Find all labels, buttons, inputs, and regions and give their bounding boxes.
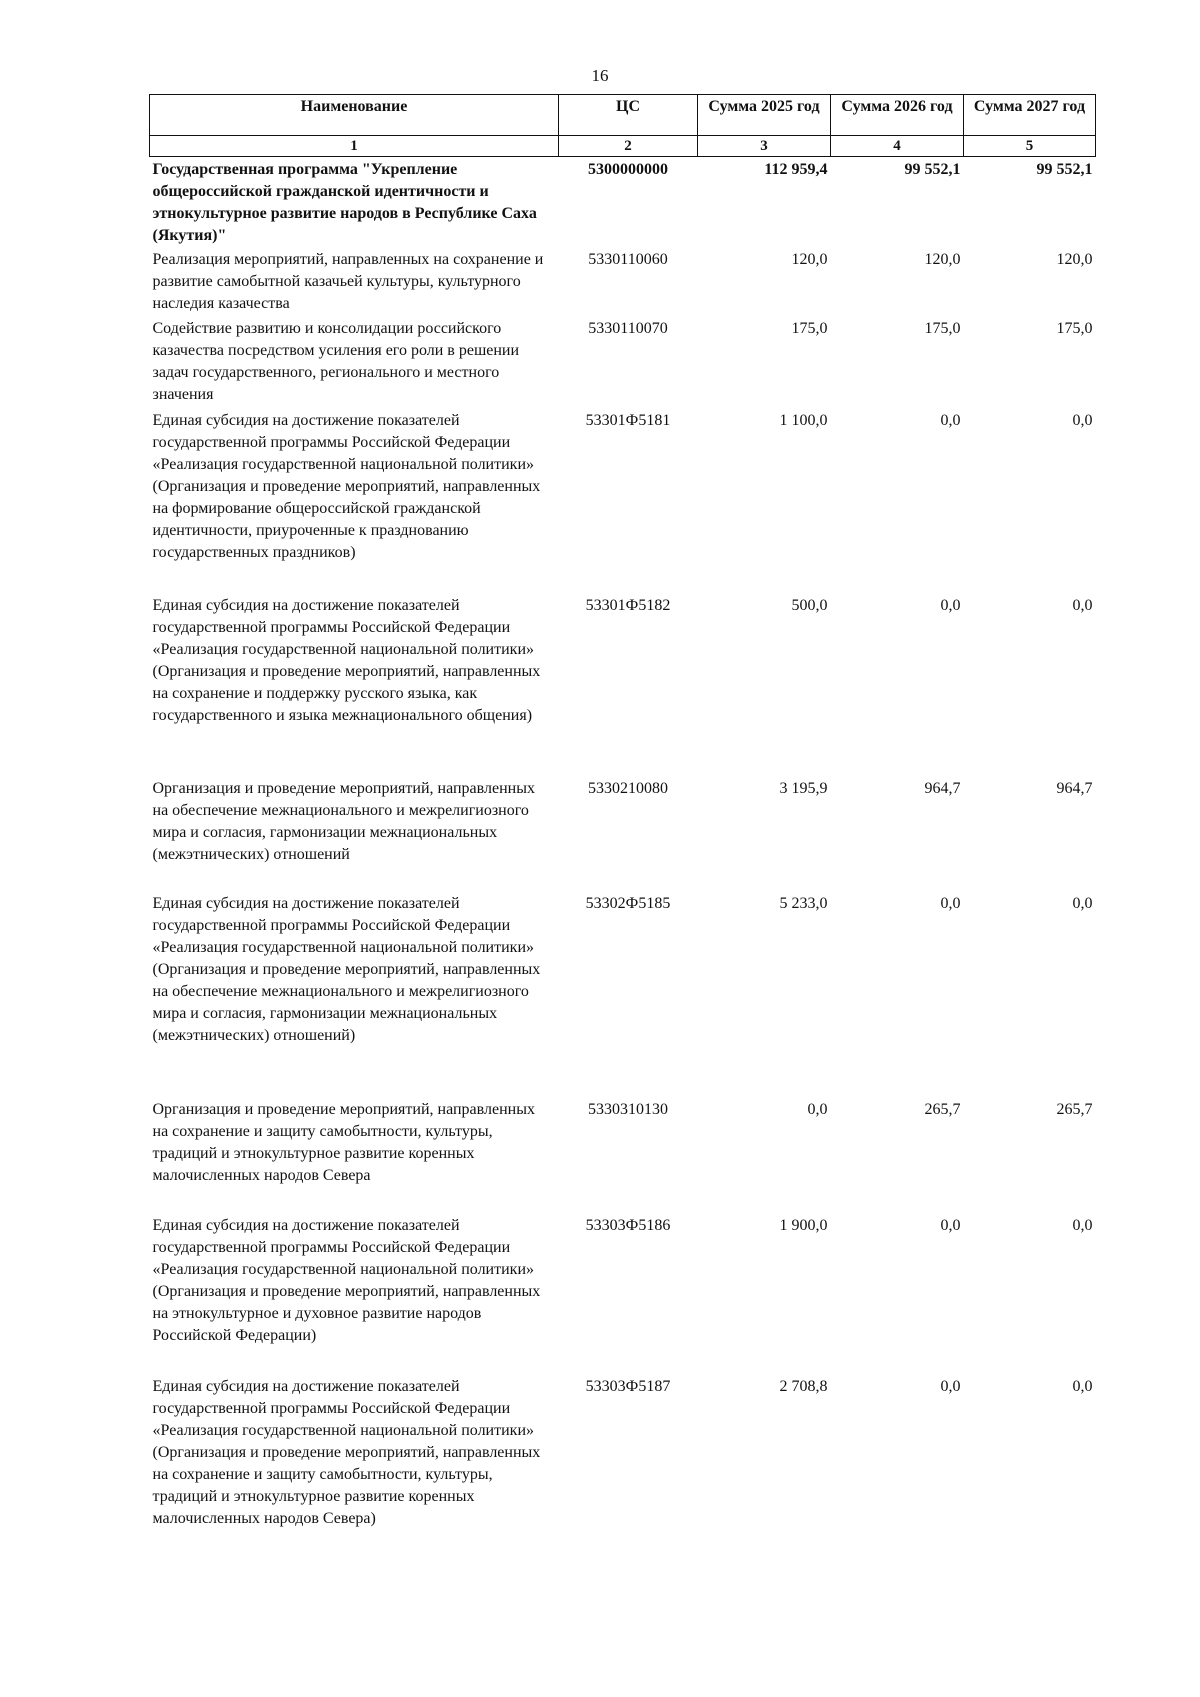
- row-code: 53303Ф5186: [585, 1217, 671, 1234]
- row-sum-2026: 0,0: [940, 597, 961, 614]
- row-code: 5330310130: [588, 1101, 668, 1118]
- row-sum-2025: 3 195,9: [779, 780, 828, 797]
- row-sum-2027: 0,0: [1072, 895, 1093, 912]
- row-sum-2025: 500,0: [791, 597, 828, 614]
- row-code: 5330210080: [588, 780, 668, 797]
- table-row: [150, 408, 1096, 593]
- row-sum-2026: 964,7: [924, 780, 961, 797]
- index-5: 5: [964, 136, 1096, 157]
- row-sum-2026: 0,0: [940, 895, 961, 912]
- row-sum-2025: 175,0: [791, 320, 828, 337]
- row-sum-2026: 120,0: [924, 251, 961, 268]
- header-sum-2027: Сумма 2027 год: [964, 95, 1096, 136]
- row-sum-2025: 112 959,4: [764, 161, 828, 178]
- table-row: [150, 247, 1096, 316]
- row-name: Единая субсидия на достижение показателей государственной программы Российской Федерации «Реализация государственной национальной политики» (Организация и проведение мероприятий, направленных на сохранение и защиту самобытности, культуры, традиций и этнокультурное развитие коренных малочисленных народов Севера): [152, 1378, 541, 1527]
- row-sum-2027: 265,7: [1056, 1101, 1093, 1118]
- row-sum-2027: 0,0: [1072, 412, 1093, 429]
- row-name: Организация и проведение мероприятий, направленных на сохранение и защиту самобытности, культуры, традиций и этнокультурное развитие коренных малочисленных народов Севера: [152, 1101, 535, 1184]
- row-code: 53302Ф5185: [585, 895, 671, 912]
- index-4: 4: [831, 136, 964, 157]
- table-header-row: [150, 95, 1096, 136]
- row-name: Реализация мероприятий, направленных на сохранение и развитие самобытной казачьей культуры, культурного наследия казачества: [152, 251, 544, 312]
- row-sum-2025: 5 233,0: [779, 895, 828, 912]
- row-name: Единая субсидия на достижение показателей государственной программы Российской Федерации «Реализация государственной национальной политики» (Организация и проведение мероприятий, направленных на обеспечение межнационального и межрелигиозного мира и согласия, гармонизации межнациональных (межэтнических) отношений): [152, 895, 541, 1044]
- row-sum-2027: 0,0: [1072, 1378, 1093, 1395]
- row-code: 53301Ф5181: [585, 412, 671, 429]
- row-code: 53301Ф5182: [585, 597, 671, 614]
- row-sum-2025: 2 708,8: [779, 1378, 828, 1395]
- index-1: 1: [150, 136, 559, 157]
- row-sum-2025: 1 100,0: [779, 412, 828, 429]
- table-row: [150, 776, 1096, 891]
- row-sum-2026: 175,0: [924, 320, 961, 337]
- row-sum-2027: 964,7: [1056, 780, 1093, 797]
- row-code: 5330110060: [588, 251, 668, 268]
- table-row: [150, 316, 1096, 408]
- row-sum-2025: 0,0: [807, 1101, 828, 1118]
- row-sum-2026: 0,0: [940, 1378, 961, 1395]
- table-row: [150, 1213, 1096, 1374]
- row-sum-2026: 265,7: [924, 1101, 961, 1118]
- row-code: 5330110070: [588, 320, 668, 337]
- row-sum-2027: 120,0: [1056, 251, 1093, 268]
- row-sum-2027: 175,0: [1056, 320, 1093, 337]
- table-row: [150, 157, 1096, 248]
- row-sum-2027: 0,0: [1072, 1217, 1093, 1234]
- header-sum-2025: Сумма 2025 год: [698, 95, 831, 136]
- table-row: [150, 593, 1096, 776]
- row-sum-2027: 0,0: [1072, 597, 1093, 614]
- row-code: 5300000000: [588, 161, 668, 178]
- row-sum-2026: 99 552,1: [904, 161, 961, 178]
- table-row: [150, 1097, 1096, 1213]
- row-name: Единая субсидия на достижение показателей государственной программы Российской Федерации «Реализация государственной национальной политики» (Организация и проведение мероприятий, направленных на этнокультурное и духовное развитие народов Российской Федерации): [152, 1217, 541, 1344]
- row-name: Содействие развитию и консолидации российского казачества посредством усиления его роли в решении задач государственного, регионального и местного значения: [152, 320, 520, 403]
- row-sum-2026: 0,0: [940, 1217, 961, 1234]
- row-name: Единая субсидия на достижение показателей государственной программы Российской Федерации «Реализация государственной национальной политики» (Организация и проведение мероприятий, направленных на формирование общероссийской гражданской идентичности, приуроченные к празднованию государственных праздников): [152, 412, 541, 561]
- row-name: Организация и проведение мероприятий, направленных на обеспечение межнационального и межрелигиозного мира и согласия, гармонизации межнациональных (межэтнических) отношений: [152, 780, 535, 863]
- header-code: ЦС: [559, 95, 698, 136]
- index-3: 3: [698, 136, 831, 157]
- page-number: 16: [591, 66, 609, 85]
- table-index-row: [150, 136, 1096, 157]
- row-name: Государственная программа "Укрепление общероссийской гражданской идентичности и этнокультурное развитие народов в Республике Саха (Якутия)": [152, 161, 537, 244]
- row-sum-2025: 120,0: [791, 251, 828, 268]
- table-row: [150, 1374, 1096, 1534]
- header-name: Наименование: [150, 95, 559, 136]
- row-sum-2026: 0,0: [940, 412, 961, 429]
- row-sum-2027: 99 552,1: [1036, 161, 1093, 178]
- row-name: Единая субсидия на достижение показателей государственной программы Российской Федерации «Реализация государственной национальной политики» (Организация и проведение мероприятий, направленных на сохранение и поддержку русского языка, как государственного и языка межнационального общения): [152, 597, 541, 724]
- row-sum-2025: 1 900,0: [779, 1217, 828, 1234]
- row-code: 53303Ф5187: [585, 1378, 671, 1395]
- table-row: [150, 891, 1096, 1097]
- header-sum-2026: Сумма 2026 год: [831, 95, 964, 136]
- index-2: 2: [559, 136, 698, 157]
- budget-table: [149, 94, 1096, 1534]
